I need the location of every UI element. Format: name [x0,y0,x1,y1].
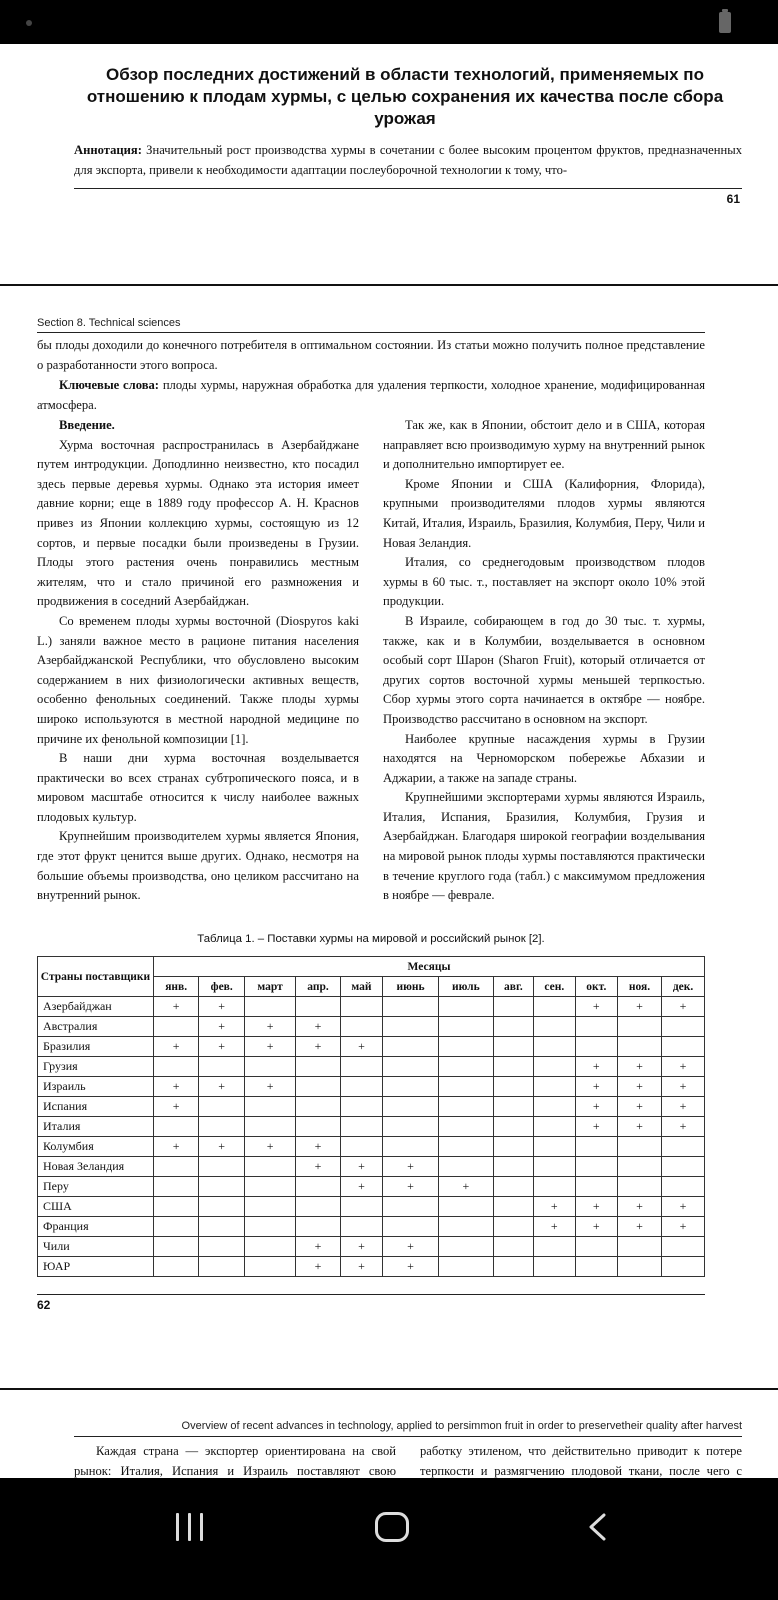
keywords-text: плоды хурмы, наружная обработка для удаления терпкости, холодное хранение, модифицированная атмосфера. [37,378,706,412]
month-cell: + [575,1197,617,1217]
month-cell [199,1237,245,1257]
month-cell [575,1157,617,1177]
month-cell [575,1037,617,1057]
month-cell [383,997,439,1017]
month-cell [438,1157,493,1177]
month-header: фев. [199,977,245,997]
month-cell [199,1097,245,1117]
country-cell: Перу [38,1177,154,1197]
month-cell [438,1097,493,1117]
month-cell [533,1257,575,1277]
month-cell [199,1117,245,1137]
month-cell [662,1037,705,1057]
month-cell: + [245,1017,296,1037]
month-cell [154,1177,199,1197]
month-cell [662,1017,705,1037]
back-icon[interactable] [583,1512,613,1542]
month-cell [245,1157,296,1177]
month-cell [296,1177,341,1197]
month-cell [575,1137,617,1157]
article-title: Обзор последних достижений в области технологий, применяемых по отношению к плодам хурмы, с целью сохранения их качества после сбора урожая [86,65,724,128]
month-cell [154,1237,199,1257]
keywords [37,375,705,415]
month-cell [575,1257,617,1277]
month-cell: + [662,1197,705,1217]
country-header: Страны поставщики [38,957,154,997]
month-cell [296,997,341,1017]
right-column [383,416,705,906]
month-cell [493,1177,533,1197]
page-number: 62 [37,1298,51,1312]
month-cell [154,1257,199,1277]
table-row [38,997,705,1017]
paragraph: Италия, со среднегодовым производством плодов хурмы в 60 тыс. т., поставляет на экспорт около 10% этой продукции. [383,555,705,609]
month-cell [383,1097,439,1117]
month-cell: + [340,1177,382,1197]
month-cell [617,1037,661,1057]
month-header: июнь [383,977,439,997]
month-cell: + [575,1117,617,1137]
month-cell [493,1117,533,1137]
month-cell [493,997,533,1017]
month-cell [493,1257,533,1277]
month-cell: + [533,1217,575,1237]
month-cell [245,1197,296,1217]
paragraph: Наиболее крупные насаждения хурмы в Грузии находятся на Черноморском побережье Абхазии и Аджарии, а также на западе страны. [383,731,705,785]
month-cell [199,1217,245,1237]
table-row [38,1037,705,1057]
month-cell: + [154,1077,199,1097]
page-63 [0,1392,778,1492]
month-cell: + [662,1057,705,1077]
table-row [38,1057,705,1077]
paragraph: Хурма восточная распространилась в Азербайджане путем интродукции. Доподлинно неизвестно, кто посадил здесь первые деревья хурмы. Однако эта история имеет давние корни; еще в 1889 году профессор А. Н. Краснов привез из Японии коллекцию хурмы, состоящую из 12 сортов, и первые посадки были произведены в Грузии. Плоды этого растения очень понравились местным жителям, что и стало причиной его размножения и продвижения в соседний Азербайджан. [37,437,359,609]
month-cell [438,1037,493,1057]
month-cell: + [575,1217,617,1237]
table-caption: Таблица 1. – Поставки хурмы на мировой и российский рынок [2]. [197,933,545,945]
month-cell [245,1177,296,1197]
paragraph: Крупнейшими экспортерами хурмы являются Израиль, Италия, Испания, Бразилия, Колумбия, Грузия и Азербайджан. Благодаря широкой географии возделывания на мировой рынок плоды хурмы поставляются практически в течение круглого года (табл.) с максимумом предложения в ноябре — феврале. [383,790,705,903]
month-cell: + [154,1097,199,1117]
month-cell [296,1077,341,1097]
month-cell: + [617,1097,661,1117]
month-cell [533,1077,575,1097]
table-row [38,1217,705,1237]
month-cell [245,997,296,1017]
month-cell [245,1097,296,1117]
paragraph: работку этиленом, что действительно приводит к потере терпкости и размягчению плодовой ткани, после чего с [420,1444,742,1478]
header-rule [37,332,705,333]
month-cell [533,1017,575,1037]
month-cell: + [617,1057,661,1077]
month-header: ноя. [617,977,661,997]
month-cell [617,1237,661,1257]
month-cell [340,1057,382,1077]
country-cell: Австралия [38,1017,154,1037]
month-cell: + [154,1137,199,1157]
month-header: апр. [296,977,341,997]
month-cell [617,1157,661,1177]
paragraph: Каждая страна — экспортер ориентирована на свой рынок: Италия, Испания и Израиль поставляют свою [74,1444,396,1478]
month-cell [383,1037,439,1057]
month-cell [662,1137,705,1157]
month-cell [617,1177,661,1197]
month-cell: + [575,1097,617,1117]
keywords-label: Ключевые слова: [59,378,159,392]
month-cell: + [383,1177,439,1197]
month-cell [245,1057,296,1077]
month-cell [340,1097,382,1117]
month-cell: + [296,1137,341,1157]
month-cell [340,1197,382,1217]
month-cell: + [340,1237,382,1257]
month-cell [617,1017,661,1037]
month-cell [340,1017,382,1037]
month-cell: + [296,1257,341,1277]
month-cell [383,1217,439,1237]
abstract [74,140,742,180]
month-header: авг. [493,977,533,997]
month-cell: + [575,1057,617,1077]
abstract-text-continued: бы плоды доходили до конечного потребителя в оптимальном состоянии. Из статьи можно получить полное представление о разработанности этого вопроса. [37,338,705,372]
table-row [38,1177,705,1197]
month-cell: + [617,1197,661,1217]
section-header: Section 8. Technical sciences [37,317,181,329]
month-cell [575,1237,617,1257]
month-cell [533,1237,575,1257]
month-cell: + [533,1197,575,1217]
page-62 [0,288,778,1388]
month-cell [493,1037,533,1057]
month-cell [154,1217,199,1237]
page-separator [0,284,778,286]
month-cell: + [199,997,245,1017]
month-cell [245,1217,296,1237]
month-cell [199,1177,245,1197]
month-cell: + [199,1037,245,1057]
battery-icon [719,12,731,33]
month-cell [438,1257,493,1277]
table-row [38,1017,705,1037]
month-cell: + [617,1077,661,1097]
paragraph: Кроме Японии и США (Калифорния, Флорида), крупными производителями плодов хурмы являются Китай, Италия, Израиль, Бразилия, Колумбия, Перу, Чили и Новая Зеландия. [383,476,705,550]
month-cell: + [575,1077,617,1097]
month-cell: + [245,1077,296,1097]
month-cell [340,1137,382,1157]
country-cell: Испания [38,1097,154,1117]
month-cell [533,1157,575,1177]
month-cell [438,1197,493,1217]
month-cell: + [617,997,661,1017]
month-cell [662,1257,705,1277]
month-cell [383,1017,439,1037]
month-cell [575,1017,617,1037]
page-number: 61 [726,192,740,206]
status-bar [0,0,778,44]
months-header: Месяцы [154,957,705,977]
country-cell: Азербайджан [38,997,154,1017]
abstract-label: Аннотация: [74,143,142,157]
month-cell [245,1117,296,1137]
left-column [37,416,359,906]
country-cell: Чили [38,1237,154,1257]
month-cell: + [662,1217,705,1237]
table-row [38,1197,705,1217]
month-cell: + [245,1037,296,1057]
month-cell [662,1157,705,1177]
country-cell: ЮАР [38,1257,154,1277]
month-cell [493,1137,533,1157]
month-cell [154,1057,199,1077]
month-cell [296,1057,341,1077]
month-cell: + [296,1037,341,1057]
month-header: окт. [575,977,617,997]
month-cell [662,1237,705,1257]
month-cell [199,1057,245,1077]
page-61 [0,44,778,284]
month-cell [245,1257,296,1277]
table-row [38,1257,705,1277]
month-cell [296,1117,341,1137]
month-cell [493,1237,533,1257]
month-cell: + [617,1217,661,1237]
country-cell: Колумбия [38,1137,154,1157]
table-row [38,1157,705,1177]
month-cell [493,1157,533,1177]
country-cell: Франция [38,1217,154,1237]
month-cell [154,1117,199,1137]
month-cell [438,1137,493,1157]
month-cell [383,1117,439,1137]
home-icon[interactable] [375,1512,409,1542]
month-header: сен. [533,977,575,997]
month-cell [662,1177,705,1197]
month-cell: + [383,1237,439,1257]
month-cell [296,1217,341,1237]
month-cell [199,1157,245,1177]
month-cell: + [296,1157,341,1177]
month-cell: + [662,1117,705,1137]
camera-dot-icon [26,20,32,26]
paragraph: Так же, как в Японии, обстоит дело и в США, которая направляет всю производимую хурму на внутренний рынок и дополнительно импортирует ее. [383,418,705,472]
month-cell [438,1077,493,1097]
month-cell [617,1257,661,1277]
month-cell [493,1217,533,1237]
table-body [38,997,705,1277]
month-cell: + [383,1157,439,1177]
month-header: май [340,977,382,997]
month-cell [438,1217,493,1237]
month-cell [383,1077,439,1097]
country-cell: Новая Зеландия [38,1157,154,1177]
month-cell [340,1217,382,1237]
supply-table [37,956,705,1277]
table-row [38,1077,705,1097]
paragraph: В Израиле, собирающем в год до 30 тыс. т. хурмы, также, как и в Колумбии, возделывается в основном особый сорт Шарон (Sharon Fruit), который отличается от других сортов восточной хурмы меньшей терпкостью. Сбор хурмы этого сорта начинается в октябре — ноябре. Производство рассчитано в основном на экспорт. [383,613,705,726]
month-cell [438,1057,493,1077]
month-cell [493,1197,533,1217]
country-cell: Израиль [38,1077,154,1097]
month-cell: + [617,1117,661,1137]
month-cell [438,1117,493,1137]
month-cell: + [340,1037,382,1057]
month-cell [199,1197,245,1217]
month-cell [438,997,493,1017]
month-cell [533,1177,575,1197]
intro-heading: Введение. [59,418,115,432]
navigation-bar [0,1478,778,1600]
table-row [38,1117,705,1137]
month-cell: + [662,1077,705,1097]
month-cell [438,1017,493,1037]
month-cell [533,1137,575,1157]
month-cell [575,1177,617,1197]
month-cell [199,1257,245,1277]
month-cell [154,1157,199,1177]
month-cell [154,1017,199,1037]
month-cell: + [245,1137,296,1157]
month-cell [617,1137,661,1157]
month-cell: + [662,997,705,1017]
month-cell: + [296,1017,341,1037]
recent-apps-icon[interactable] [176,1513,206,1541]
month-cell [296,1097,341,1117]
month-cell [533,1097,575,1117]
month-header: янв. [154,977,199,997]
month-cell [245,1237,296,1257]
month-cell [493,1057,533,1077]
page-separator [0,1388,778,1390]
month-cell [533,997,575,1017]
month-cell: + [296,1237,341,1257]
footer-rule [74,188,742,189]
month-cell: + [199,1077,245,1097]
month-cell [533,1117,575,1137]
month-cell [383,1057,439,1077]
month-cell: + [199,1017,245,1037]
table-row [38,1237,705,1257]
month-cell [493,1017,533,1037]
paragraph: Со временем плоды хурмы восточной (Diospyros kaki L.) заняли важное место в рационе питания населения Азербайджанской Республики, что обусловлено высоким содержанием в них физиологически активных веществ, особенно фенольных соединений. Также плоды хурмы широко используются в местной народной медицине по причине их фенольной композиции [1]. [37,613,359,746]
month-cell: + [438,1177,493,1197]
paragraph: В наши дни хурма восточная возделывается практически во всех странах субтропического пояса, и в мировом масштабе относится к числу наиболее важных плодовых культур. [37,751,359,824]
paragraph: Крупнейшим производителем хурмы является Япония, где этот фрукт ценится выше других. Однако, несмотря на большие объемы производства, оно целиком рассчитано на внутренний рынок. [37,829,359,903]
abstract-continuation [37,335,705,415]
month-cell [154,1197,199,1217]
month-cell: + [383,1257,439,1277]
month-header: март [245,977,296,997]
month-cell: + [575,997,617,1017]
month-cell [533,1037,575,1057]
country-cell: Италия [38,1117,154,1137]
country-cell: Грузия [38,1057,154,1077]
month-cell: + [340,1157,382,1177]
header-rule [74,1436,742,1437]
month-cell [383,1197,439,1217]
month-header: июль [438,977,493,997]
month-cell [340,997,382,1017]
month-cell [383,1137,439,1157]
running-header: Overview of recent advances in technology, applied to persimmon fruit in order to preservetheir quality after harvest [181,1420,742,1432]
table-row [38,1097,705,1117]
month-cell [340,1117,382,1137]
table-row [38,1137,705,1157]
country-cell: Бразилия [38,1037,154,1057]
country-cell: США [38,1197,154,1217]
month-cell: + [662,1097,705,1117]
month-cell [438,1237,493,1257]
abstract-text: Значительный рост производства хурмы в сочетании с более высоким процентом фруктов, предназначенных для экспорта, привели к необходимости адаптации послеуборочной технологии к тому, что- [74,143,742,177]
month-cell [296,1197,341,1217]
month-cell [533,1057,575,1077]
month-cell [340,1077,382,1097]
month-cell [493,1077,533,1097]
month-cell: + [199,1137,245,1157]
month-header: дек. [662,977,705,997]
month-cell: + [154,1037,199,1057]
month-cell [493,1097,533,1117]
month-cell: + [340,1257,382,1277]
footer-rule [37,1294,705,1295]
month-cell: + [154,997,199,1017]
